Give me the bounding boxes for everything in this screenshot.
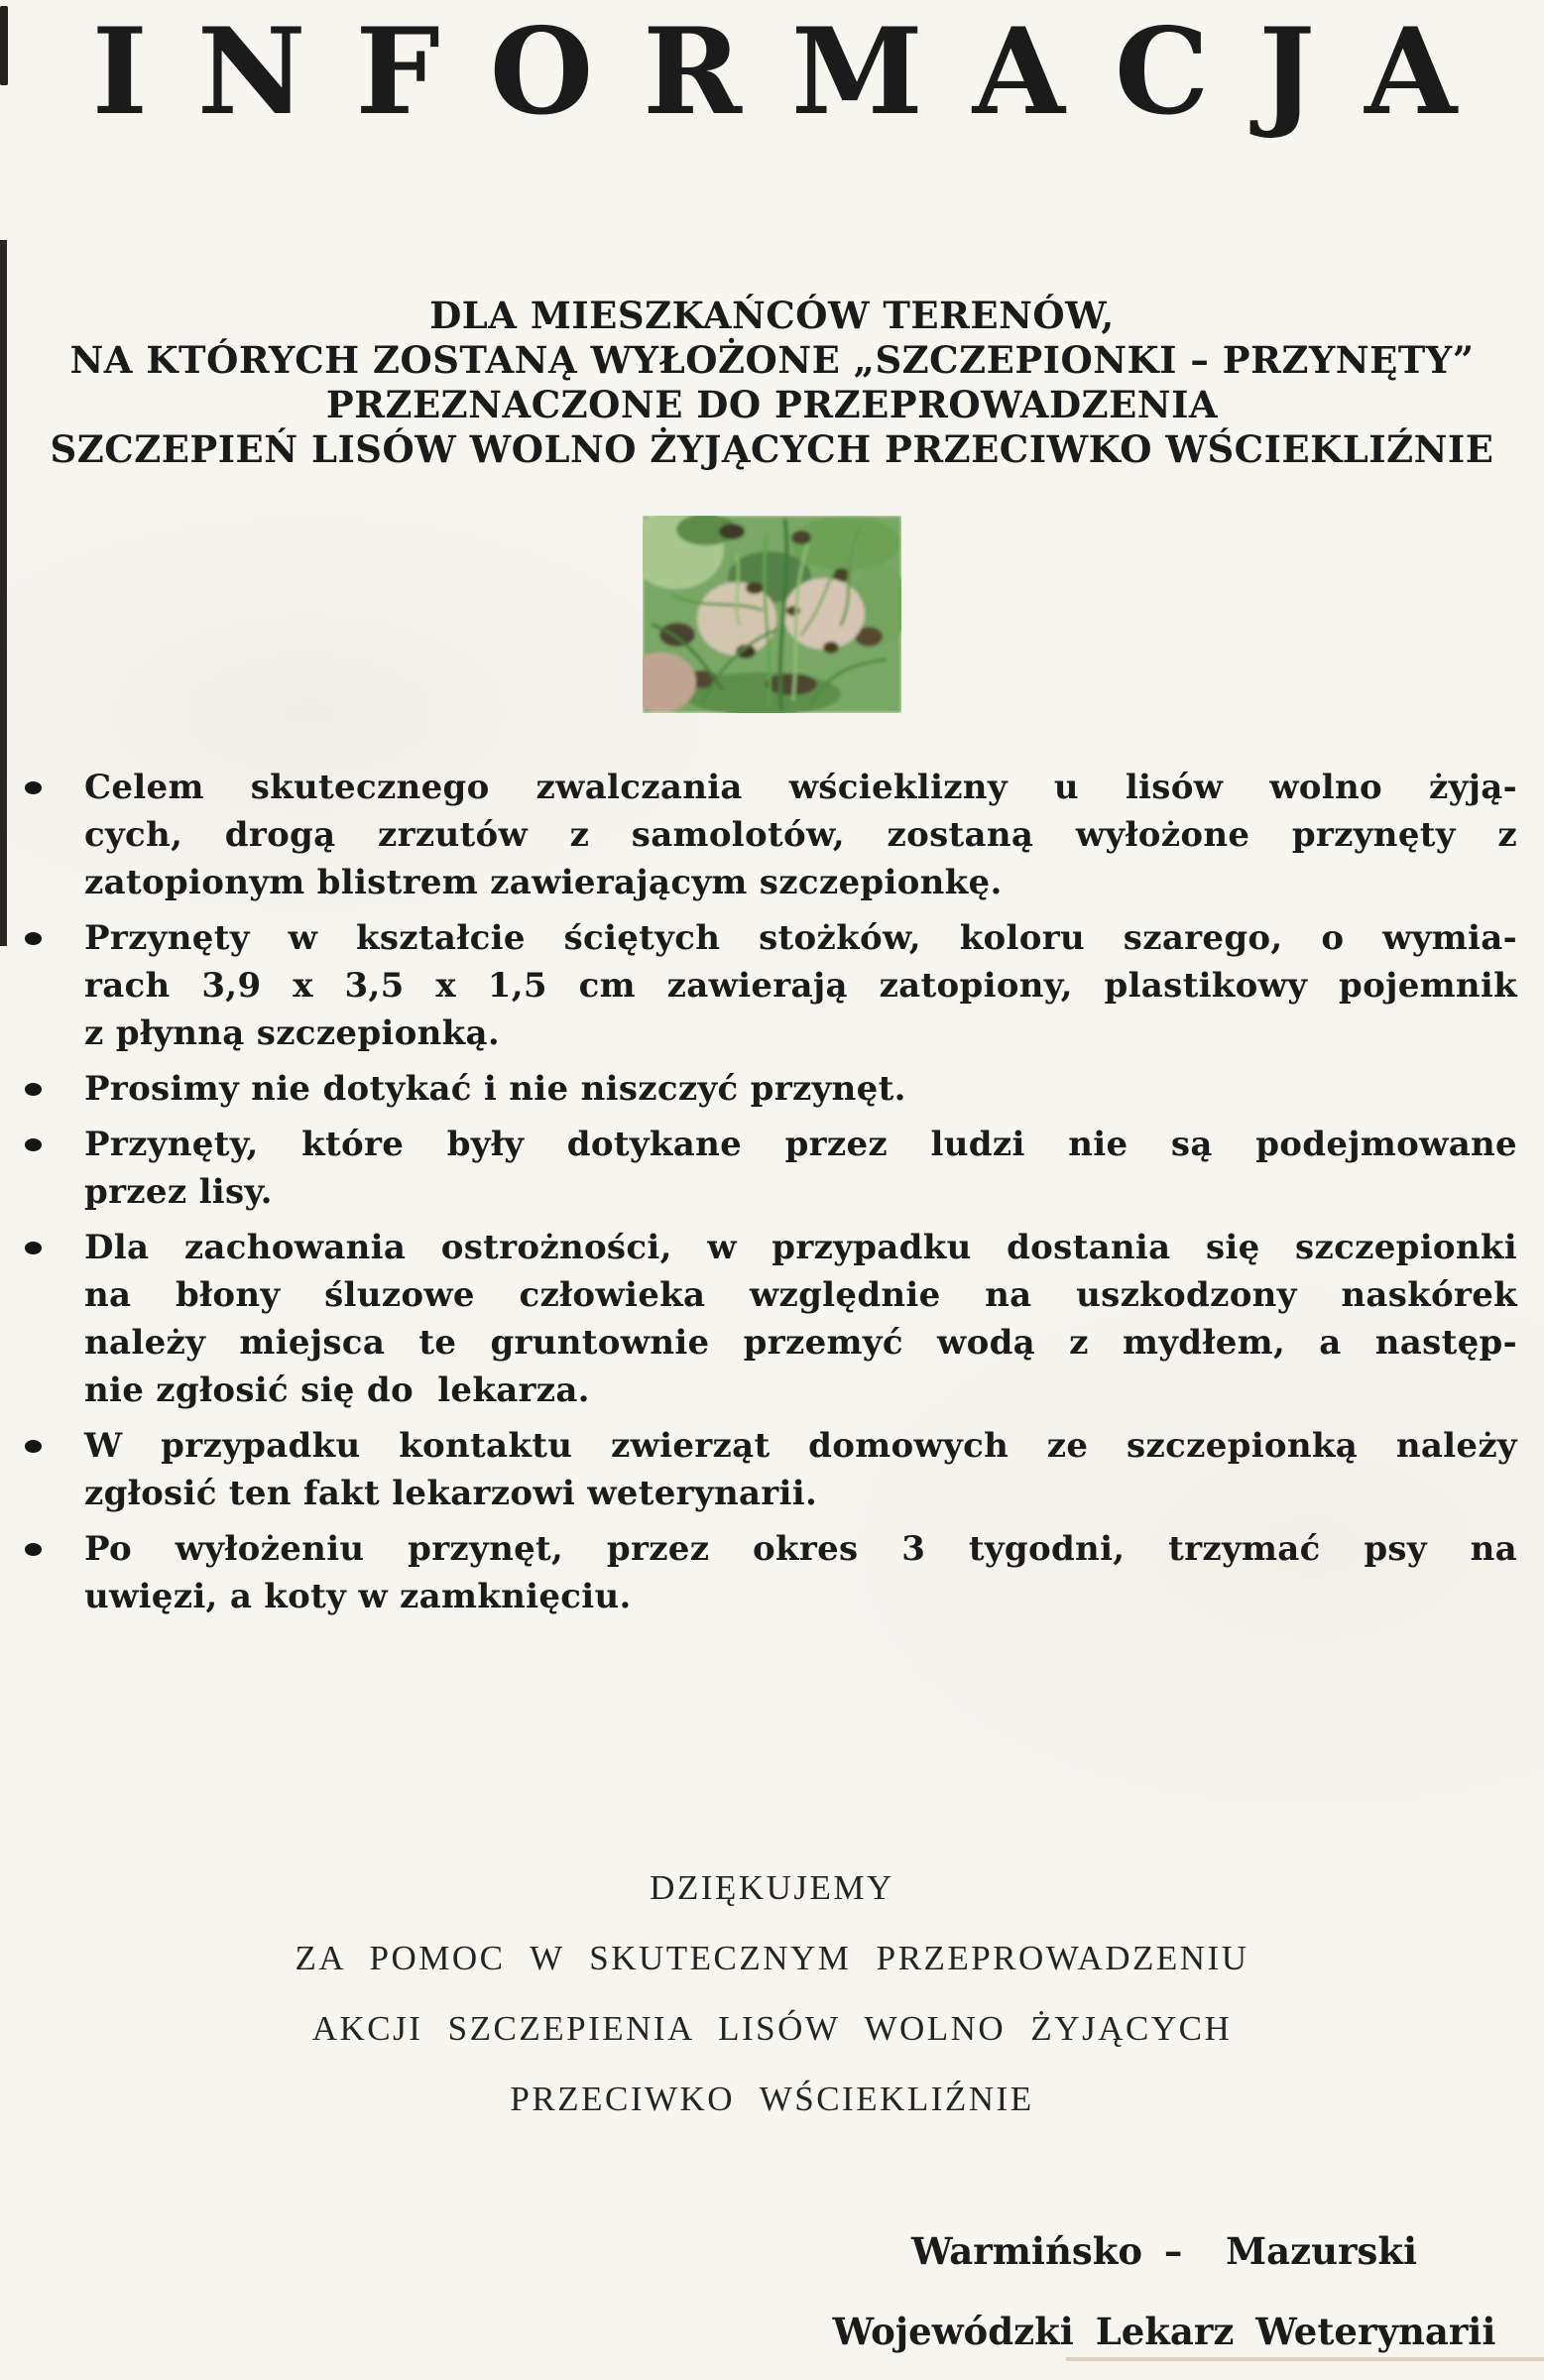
bullet-line: cych, drogą zrzutów z samolotów, zostaną wyłożone przynęty z	[84, 815, 1517, 855]
subtitle-line: PRZEZNACZONE DO PRZEPROWADZENIA	[325, 383, 1219, 426]
bullet-dot-icon	[25, 1083, 42, 1096]
bullet-item-5	[40, 1224, 1517, 1414]
bullet-line: Przynęty, które były dotykane przez ludzi nie są podejmowane	[84, 1125, 1517, 1164]
bullet-line: Dla zachowania ostrożności, w przypadku dostania się szczepionki	[84, 1228, 1517, 1267]
bullet-line: zgłosić ten fakt lekarzowi weterynarii.	[84, 1474, 818, 1513]
subtitle-block	[0, 294, 1544, 472]
bullet-line: Celem skutecznego zwalczania wścieklizny u lisów wolno żyją-	[84, 768, 1517, 807]
baits-photo-graphic	[643, 516, 901, 713]
bullet-dot-icon	[25, 932, 42, 945]
bullet-line: na błony śluzowe człowieka względnie na uszkodzony naskórek	[84, 1275, 1517, 1315]
bullet-line: przez lisy.	[84, 1172, 273, 1212]
bullet-dot-icon	[25, 1138, 42, 1151]
bullet-list	[40, 764, 1517, 1628]
page-title: INFORMACJA	[91, 2, 1507, 142]
bullet-line: Po wyłożeniu przynęt, przez okres 3 tygodni, trzymać psy na	[84, 1529, 1517, 1569]
bullet-item-3	[40, 1065, 1517, 1113]
bullet-dot-icon	[25, 1242, 42, 1254]
bullet-line: z płynną szczepionką.	[84, 1013, 500, 1053]
bullet-dot-icon	[25, 781, 42, 794]
scan-artifact-bottom-line	[1066, 2357, 1544, 2361]
thanks-line: PRZECIWKO WŚCIEKLIŹNIE	[510, 2080, 1034, 2118]
bullet-line: należy miejsca te gruntownie przemyć wodą z mydłem, a następ-	[84, 1323, 1517, 1363]
bullet-line: Przynęty w kształcie ściętych stożków, koloru szarego, o wymia-	[84, 918, 1517, 958]
bullet-line: rach 3,9 x 3,5 x 1,5 cm zawierają zatopiony, plastikowy pojemnik	[84, 966, 1517, 1006]
signature-line: Wojewódzki Lekarz Weterynarii	[832, 2310, 1496, 2353]
bullet-dot-icon	[25, 1543, 42, 1556]
thanks-line: AKCJI SZCZEPIENIA LISÓW WOLNO ŻYJĄCYCH	[311, 2009, 1233, 2048]
bullet-item-6	[40, 1422, 1517, 1517]
thanks-line: ZA POMOC W SKUTECZNYM PRZEPROWADZENIU	[295, 1939, 1249, 1977]
bullet-item-2	[40, 914, 1517, 1057]
thanks-line: DZIĘKUJEMY	[650, 1868, 894, 1907]
signature-block	[801, 2229, 1527, 2353]
subtitle-line: NA KTÓRYCH ZOSTANĄ WYŁOŻONE „SZCZEPIONKI – PRZYNĘTY”	[69, 338, 1475, 382]
bullet-line: W przypadku kontaktu zwierząt domowych ze szczepionką należy	[84, 1426, 1517, 1466]
thanks-block	[0, 1852, 1544, 2134]
subtitle-line: SZCZEPIEŃ LISÓW WOLNO ŻYJĄCYCH PRZECIWKO WŚCIEKLIŹNIE	[50, 427, 1494, 471]
bullet-line: uwięzi, a koty w zamknięciu.	[84, 1577, 632, 1616]
bullet-line: nie zgłosić się do lekarza.	[84, 1370, 590, 1410]
bullet-line: Prosimy nie dotykać i nie niszczyć przynęt.	[84, 1069, 906, 1109]
bullet-item-1	[40, 764, 1517, 906]
bullet-item-7	[40, 1525, 1517, 1620]
baits-in-grass-photo	[643, 516, 901, 713]
bullet-item-4	[40, 1121, 1517, 1216]
signature-line: Warmińsko – Mazurski	[910, 2229, 1418, 2273]
bullet-dot-icon	[25, 1440, 42, 1453]
bullet-line: zatopionym blistrem zawierającym szczepionkę.	[84, 863, 1003, 902]
subtitle-line: DLA MIESZKAŃCÓW TERENÓW,	[429, 294, 1115, 337]
